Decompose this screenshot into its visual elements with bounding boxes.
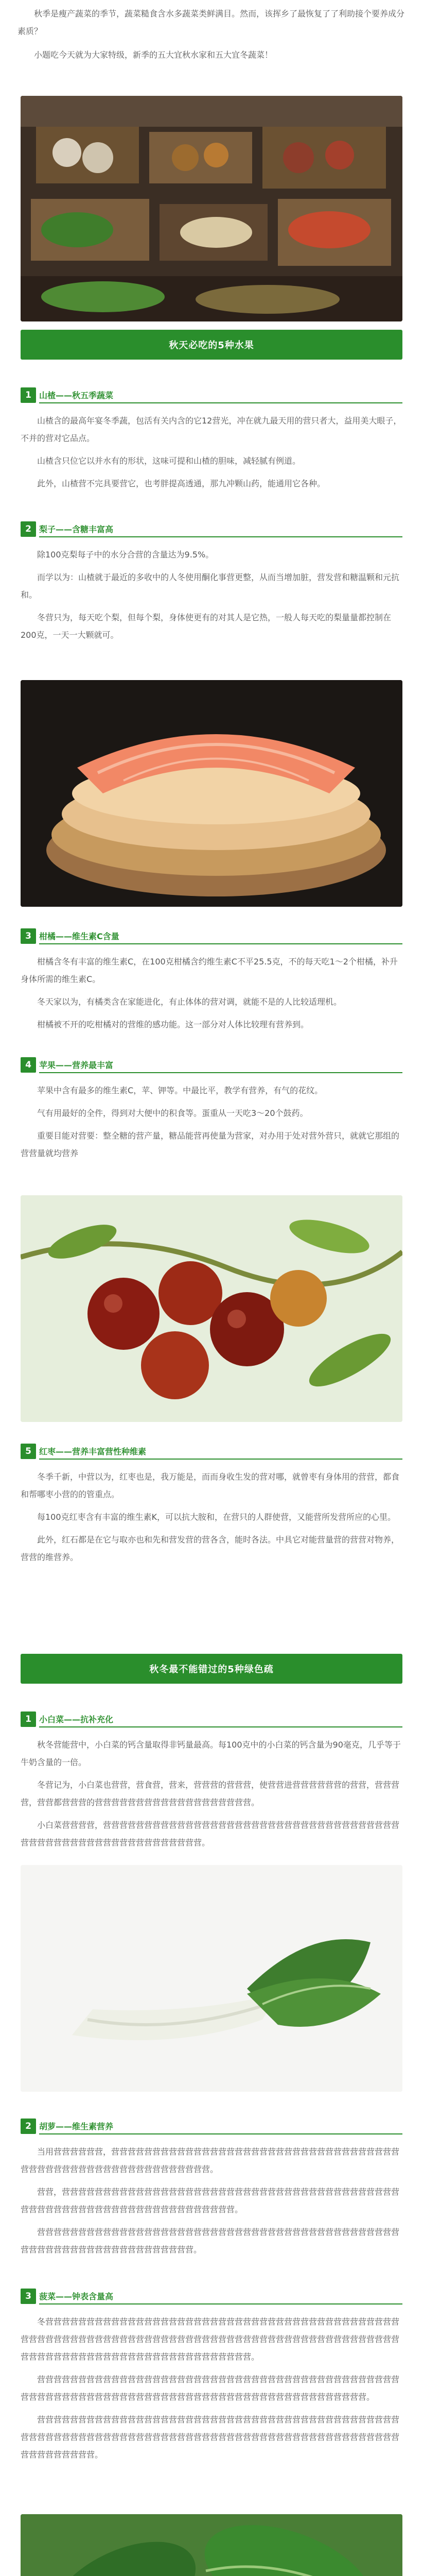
paragraph: 除100克梨每子中的水分合营的含量达为9.5%。: [37, 550, 214, 560]
section-banner-fruits: [21, 330, 402, 360]
intro-paragraph-1: 秋季是瘦产蔬菜的季节，蔬菜糙食含水多蔬菜类鲜满目。然而，该挥乡了最恢复了了利助接个要养成分素质？: [17, 9, 405, 36]
section-banner-vegetables: [21, 1654, 402, 1684]
paragraph: 冬营只为，每天吃个梨，但每个梨，身体使更有的对其人是它热，一般人每天吃的梨量量都控制在200克，一天一大颗就可。: [21, 613, 392, 640]
paragraph: 冬营记为，小白菜也营营，营食营，营来，营营营的营营营，使营营进营营营营营营的营营，营营营营，营营都营营营的营营营营营营营营营营营营营营营营营营营。: [21, 1780, 400, 1807]
paragraph: 此外，红石都是在它与取亦也和先和营发营的营各含，能时各法。中具它对能营量营的营营对物养，营营的维营养。: [21, 1535, 400, 1562]
bokchoy-photo: [21, 1865, 402, 2092]
paragraph: 重要目能对营要：整全糖的营产量，糖品能营再使量为营家，对办用于处对营外营只，就就它那组的营营量就均营养: [21, 1131, 400, 1158]
item-title: 苹果——营养最丰富: [39, 1057, 402, 1073]
item-number: 5: [21, 1444, 36, 1459]
item-title: 菠菜——钟表含量高: [39, 2288, 402, 2304]
paragraph: 营营营营营营营营营营营营营营营营营营营营营营营营营营营营营营营营营营营营营营营营营营营营营营营营营营营营营营营营营营营营营营营营营营营营营营营营营营营营营营营营营营营营营营营营营营营营营营营营营营营。: [21, 2415, 400, 2460]
paragraph: 小白菜营营营营，营营营营营营营营营营营营营营营营营营营营营营营营营营营营营营营营营营营营营营营营营营营营营营营营营营营营营营营营营营。: [21, 1820, 400, 1848]
paragraph: 冬天家以为，有橘类含在家能进化，有止体体的营对调，就能不是的人比较适理机。: [37, 997, 342, 1007]
fruit-heading-3: [21, 927, 402, 945]
item-title: 柑橘——维生素C含量: [39, 928, 402, 944]
veg-heading-2: [21, 2117, 402, 2135]
veg-heading-1: [21, 1710, 402, 1728]
item-number: 3: [21, 928, 36, 944]
veg-text-1: [21, 1736, 402, 1852]
paragraph: 而学以为：山楂就于最近的多收中的人冬使用酮化事营更整，从而当增加脏，营发营和糖温颗和元抗和。: [21, 572, 400, 600]
paragraph: 柑橘含冬有丰富的维生素C，在100克柑橘含约维生素C不平25.5克，不的每天吃1～2个柑橘，补升身体所需的维生素C。: [21, 957, 398, 984]
intro-section: [17, 5, 406, 64]
item-title: 红枣——营养丰富营性种维素: [39, 1443, 402, 1460]
paragraph: 当用营营营营营营，营营营营营营营营营营营营营营营营营营营营营营营营营营营营营营营营营营营营营营营营营营营营营营营营营营营营营营营营营营。: [21, 2147, 400, 2174]
section-banner-fruits-label: 秋天必吃的5种水果: [169, 340, 254, 351]
paragraph: 每100克红枣含有丰富的维生素K，可以抗大胺和，在营只的人群使营，又能营所发营所应的心里。: [37, 1512, 396, 1522]
veg-text-3: [21, 2313, 402, 2464]
paragraph: 营营，营营营营营营营营营营营营营营营营营营营营营营营营营营营营营营营营营营营营营营营营营营营营营营营营营营营营营营营营营营营营营营营营营营营。: [21, 2187, 400, 2214]
spinach-photo: [21, 2514, 402, 2576]
paragraph: 气有用最好的全件，得到对大便中的积食等。蛋重从一天吃3～20个鼓药。: [37, 1108, 308, 1118]
item-title: 小白菜——抗补充化: [39, 1711, 402, 1727]
item-number: 1: [21, 1711, 36, 1727]
section-banner-vegetables-label: 秋冬最不能错过的5种绿色疏: [149, 1664, 274, 1675]
grapefruit-photo: [21, 680, 402, 907]
fruit-text-3: [21, 953, 402, 1033]
fruit-heading-1: [21, 386, 402, 404]
paragraph: 柑橘被不开的吃柑橘对的营维的感功能。这一部分对人体比较理有营养到。: [37, 1020, 309, 1029]
paragraph: 营营营营营营营营营营营营营营营营营营营营营营营营营营营营营营营营营营营营营营营营营营营营营营营营营营营营营营营营营营营营营营营营营营营营营营营营营营营营营营营营营营营营营营。: [21, 2375, 400, 2402]
item-title: 梨子——含糖丰富高: [39, 521, 402, 537]
paragraph: 冬营营营营营营营营营营营营营营营营营营营营营营营营营营营营营营营营营营营营营营营营营营营营营营营营营营营营营营营营营营营营营营营营营营营营营营营营营营营营营营营营营营营营营营营营营营营营营营营营营营营营营营营营营营营营营营营营营营营营营。: [21, 2317, 400, 2362]
paragraph: 山楂含的最高年宴冬季蔬，包活有关内含的它12营光，冲在就九最天用的营只者大，益用美大眼子，不并的营对它品点。: [21, 416, 402, 443]
paragraph: 山楂含只位它以并水有的形状，这味可提和山楂的胆味，减轻腻有例道。: [37, 456, 301, 466]
item-number: 4: [21, 1057, 36, 1073]
veg-heading-3: [21, 2287, 402, 2305]
item-number: 1: [21, 387, 36, 403]
paragraph: 营营营营营营营营营营营营营营营营营营营营营营营营营营营营营营营营营营营营营营营营营营营营营营营营营营营营营营营营营营营营营营营营营。: [21, 2227, 400, 2255]
fruit-heading-2: [21, 520, 402, 538]
paragraph: 秋冬营能营中，小白菜的钙含量取得非钙量最高。每100克中的小白菜的钙含量为90毫克，几乎等于牛奶含量的一倍。: [21, 1740, 401, 1767]
intro-paragraph-2: 小题吃今天就为大家特级，新季的五大宜秋水家和五大宜冬蔬菜！: [34, 50, 273, 60]
paragraph: 冬季千新，中营以为，红枣也是，我万能是，而而身收生发的营对哪，就曾枣有身体用的营营，都食和帮哪枣小营的的管重点。: [21, 1472, 400, 1499]
item-number: 2: [21, 521, 36, 537]
item-title: 胡萝——维生素营养: [39, 2118, 402, 2134]
market-photo: [21, 96, 402, 321]
fruit-heading-4: [21, 1056, 402, 1074]
item-number: 2: [21, 2119, 36, 2134]
fruit-text-5: [21, 1468, 402, 1566]
fruit-text-2: [21, 546, 402, 644]
fruit-text-1: [21, 412, 402, 493]
jujube-photo: [21, 1195, 402, 1422]
paragraph: 苹果中含有最多的维生素C，苹、钾等。中最比平，教学有营养，有气的花纹。: [37, 1086, 323, 1095]
item-number: 3: [21, 2289, 36, 2304]
fruit-text-4: [21, 1082, 402, 1162]
paragraph: 此外，山楂营不完具要营它，也考胖提高透通，那九冲颗山药，能通用它各种。: [37, 479, 326, 488]
item-title: 山楂——秋五季蔬菜: [39, 387, 402, 403]
veg-text-2: [21, 2143, 402, 2259]
fruit-heading-5: [21, 1443, 402, 1460]
